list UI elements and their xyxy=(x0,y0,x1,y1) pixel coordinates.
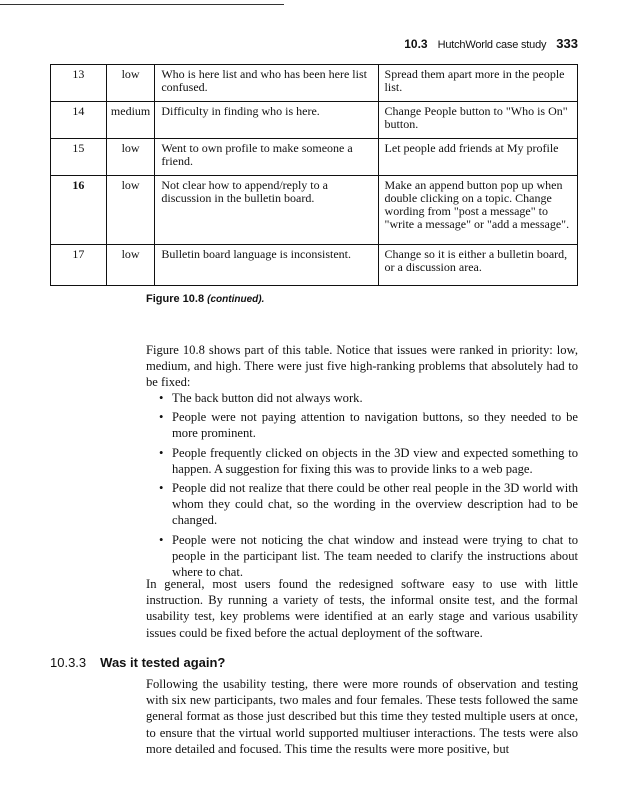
figure-caption xyxy=(146,293,264,305)
header-section-title: HutchWorld case study xyxy=(437,39,547,51)
section-heading xyxy=(50,655,225,670)
list-item-text: The back button did not always work. xyxy=(172,391,363,405)
problem-list xyxy=(146,390,578,583)
issue-problem: Not clear how to append/reply to a discussion in the bulletin board. xyxy=(155,176,378,245)
issue-problem: Went to own profile to make someone a friend. xyxy=(155,139,378,176)
list-item xyxy=(146,409,578,441)
intro-paragraph: Figure 10.8 shows part of this table. Notice that issues were ranked in priority: low, medium, and high. There were just five high-ranking problems that absolutely had to be fixed: xyxy=(146,343,578,390)
running-header xyxy=(404,36,578,51)
issue-number: 14 xyxy=(51,102,107,139)
section-title: Was it tested again? xyxy=(100,655,226,670)
bullet-icon: • xyxy=(159,410,164,425)
issue-number: 16 xyxy=(51,176,107,245)
issue-number: 15 xyxy=(51,139,107,176)
issue-recommendation: Let people add friends at My profile xyxy=(378,139,577,176)
issue-priority: low xyxy=(106,65,155,102)
table-row xyxy=(51,102,578,139)
table-row xyxy=(51,176,578,245)
header-section-number: 10.3 xyxy=(404,37,428,51)
section-paragraph: Following the usability testing, there were more rounds of observation and testing with six new participants, two males and four females. These tests followed the same general format as those just described but this time they tested multiple users at once, to ensure that the virtual world supported multiuser interactions. The tests were also more detailed and focused. This time the results were more positive, but xyxy=(146,677,578,756)
table-row xyxy=(51,245,578,286)
page-number: 333 xyxy=(556,36,578,51)
issue-problem: Who is here list and who has been here list confused. xyxy=(155,65,378,102)
bullet-icon: • xyxy=(159,481,164,496)
issues-table xyxy=(50,64,578,286)
issue-recommendation: Change so it is either a bulletin board, or a discussion area. xyxy=(378,245,577,286)
table-row xyxy=(51,139,578,176)
issue-recommendation: Change People button to "Who is On" button. xyxy=(378,102,577,139)
list-item xyxy=(146,480,578,529)
bullet-icon: • xyxy=(159,532,164,547)
top-rule xyxy=(0,4,284,5)
list-item-text: People frequently clicked on objects in the 3D view and expected something to happen. A suggestion for fixing this was to provide links to a web page. xyxy=(172,445,578,476)
issue-recommendation: Make an append button pop up when double clicking on a topic. Change wording from "post a message" to "write a message" or "add a message". xyxy=(378,176,577,245)
issue-priority: medium xyxy=(106,102,155,139)
list-item-text: People were not noticing the chat window and instead were trying to chat to people in the participant list. The team needed to clarify the instructions about where to chat. xyxy=(172,532,578,580)
bullet-icon: • xyxy=(159,445,164,460)
bullet-icon: • xyxy=(159,391,164,405)
list-item xyxy=(146,532,578,581)
issue-priority: low xyxy=(106,245,155,286)
issue-problem: Difficulty in finding who is here. xyxy=(155,102,378,139)
list-item xyxy=(146,445,578,477)
table-row xyxy=(51,65,578,102)
section-number: 10.3.3 xyxy=(50,655,87,670)
figure-note: (continued). xyxy=(207,294,265,305)
issue-priority: low xyxy=(106,139,155,176)
issue-priority: low xyxy=(106,176,155,245)
issue-number: 13 xyxy=(51,65,107,102)
conclusion-paragraph: In general, most users found the redesigned software easy to use with little instruction. By running a variety of tests, the informal onsite test, and the formal usability test, key problems were identified at an early stage and various usability issues could be fixed before the actual deployment of the software. xyxy=(146,577,578,640)
figure-label: Figure 10.8 xyxy=(146,293,205,305)
list-item-text: People were not paying attention to navigation buttons, so they needed to be more prominent. xyxy=(172,410,578,441)
list-item xyxy=(146,390,578,406)
issue-recommendation: Spread them apart more in the people list. xyxy=(378,65,577,102)
list-item-text: People did not realize that there could be other real people in the 3D world with whom they could chat, so the wording in the overview description had to be changed. xyxy=(172,481,578,528)
issue-number: 17 xyxy=(51,245,107,286)
issue-problem: Bulletin board language is inconsistent. xyxy=(155,245,378,286)
